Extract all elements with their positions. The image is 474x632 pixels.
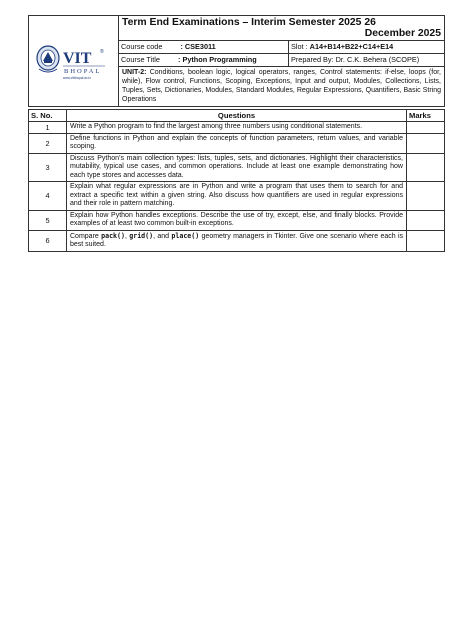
header-table bbox=[28, 15, 445, 107]
logo-campus: BHOPAL bbox=[63, 68, 101, 75]
question-number: 3 bbox=[29, 153, 67, 182]
logo-cell bbox=[29, 16, 119, 107]
question-marks bbox=[407, 153, 445, 182]
course-code-value: : CSE3011 bbox=[180, 42, 216, 51]
course-title-label: Course Title bbox=[121, 55, 160, 64]
question-text: Explain how Python handles exceptions. Describe the use of try, except, else, and finally blocks. Provide examples of at least two common built-in exceptions. bbox=[67, 210, 407, 230]
unit-text: Conditions, boolean logic, logical operators, ranges, Control statements: if-else, loops (for, while), Flow control, Functions, Scoping, Exceptions, Input and output, Modules, Collections, Lists, Tuples, Sets, Dictionaries, Modules, Standard Modules, Regular Expressions, Quantifiers, Basic String Operations bbox=[122, 69, 441, 103]
q6-text-c: , and bbox=[153, 232, 172, 240]
logo-url: www.vitbhopal.ac.in bbox=[62, 76, 91, 80]
question-marks bbox=[407, 230, 445, 251]
vit-bhopal-logo bbox=[29, 39, 118, 83]
q6-code-pack: pack() bbox=[101, 231, 125, 240]
question-number: 6 bbox=[29, 230, 67, 251]
exam-month: December 2025 bbox=[364, 28, 441, 39]
vit-emblem-icon bbox=[33, 39, 115, 83]
unit-label: UNIT-2: bbox=[122, 69, 147, 76]
exam-title bbox=[119, 16, 445, 41]
prepared-by: Prepared By: Dr. C.K. Behera (SCOPE) bbox=[291, 55, 420, 64]
table-row bbox=[29, 230, 445, 251]
course-code-cell bbox=[119, 41, 289, 54]
svg-text:®: ® bbox=[99, 49, 104, 55]
q6-code-grid: grid() bbox=[129, 231, 154, 240]
slot-label: Slot : bbox=[291, 42, 308, 51]
questions-table bbox=[28, 109, 445, 252]
table-row bbox=[29, 133, 445, 153]
table-row bbox=[29, 122, 445, 134]
col-sno: S. No. bbox=[29, 110, 67, 122]
question-number: 2 bbox=[29, 133, 67, 153]
question-text: Write a Python program to find the largest among three numbers using conditional statements. bbox=[67, 122, 407, 134]
col-marks: Marks bbox=[407, 110, 445, 122]
slot-cell bbox=[289, 41, 445, 54]
question-text bbox=[67, 230, 407, 251]
exam-paper bbox=[28, 15, 444, 252]
question-number: 5 bbox=[29, 210, 67, 230]
question-marks bbox=[407, 133, 445, 153]
q6-text-a: Compare bbox=[70, 232, 102, 240]
question-number: 1 bbox=[29, 122, 67, 134]
course-title-cell bbox=[119, 54, 289, 67]
q6-code-place: place() bbox=[171, 231, 200, 240]
question-marks bbox=[407, 182, 445, 211]
slot-value: A14+B14+B22+C14+E14 bbox=[309, 42, 394, 51]
question-number: 4 bbox=[29, 182, 67, 211]
table-row bbox=[29, 210, 445, 230]
course-title-value: : Python Programming bbox=[178, 55, 257, 64]
question-marks bbox=[407, 210, 445, 230]
question-text: Define functions in Python and explain the concepts of function parameters, return values, and variable scoping. bbox=[67, 133, 407, 153]
exam-title-text: Term End Examinations – Interim Semester 2025 26 bbox=[122, 17, 376, 28]
prepared-by-cell bbox=[289, 54, 445, 67]
table-row bbox=[29, 182, 445, 211]
course-code-label: Course code bbox=[121, 42, 163, 51]
q6-text-d: geometry managers in Tkinter. Give one scenario where each is best suited. bbox=[70, 232, 404, 248]
question-marks bbox=[407, 122, 445, 134]
table-row bbox=[29, 153, 445, 182]
unit-syllabus bbox=[119, 67, 445, 107]
col-questions: Questions bbox=[67, 110, 407, 122]
question-text: Discuss Python’s main collection types: lists, tuples, sets, and dictionaries. Highlight their characteristics, mutability, typical use cases, and common operations. Include at least one example demonstrating how each type stores and accesses data. bbox=[67, 153, 407, 182]
questions-header-row bbox=[29, 110, 445, 122]
logo-brand: VIT bbox=[62, 50, 91, 67]
question-text: Explain what regular expressions are in Python and write a program that uses them to search for and extract a specific text within a given string. Also discuss how quantifiers are used in regular expressions and their role in pattern matching. bbox=[67, 182, 407, 211]
q6-text-b: , bbox=[124, 232, 130, 240]
